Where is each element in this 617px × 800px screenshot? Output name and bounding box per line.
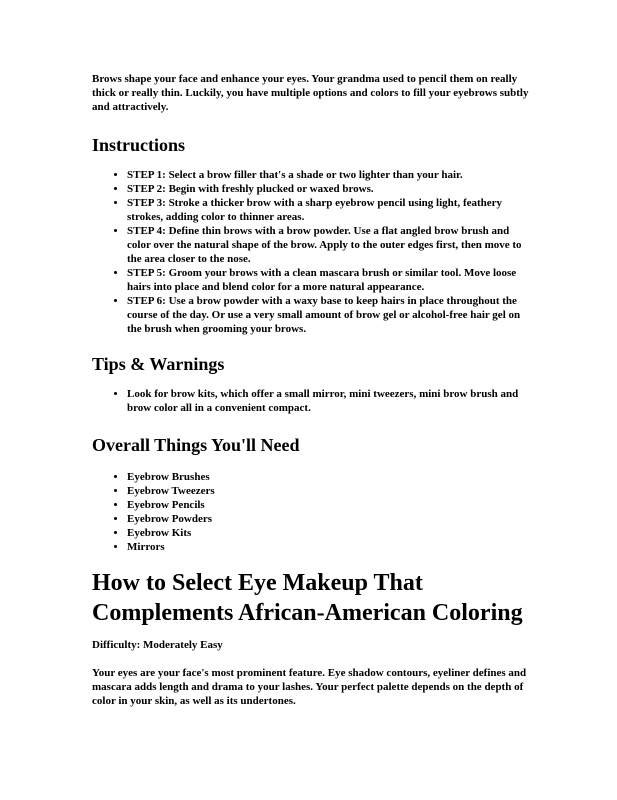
list-item: • STEP 5: Groom your brows with a clean mascara brush or similar tool. Move loose hairs into place and blend color for a more natural appearance.	[127, 266, 532, 294]
list-item: • STEP 1: Select a brow filler that's a shade or two lighter than your hair.	[127, 168, 532, 182]
list-item: • Eyebrow Tweezers	[127, 484, 532, 498]
needs-heading: Overall Things You'll Need	[92, 435, 300, 455]
list-item: • Eyebrow Pencils	[127, 498, 532, 512]
document-page	[92, 72, 532, 708]
tips-list	[92, 387, 532, 415]
difficulty-label: Difficulty: Moderately Easy	[92, 639, 223, 651]
list-item: • STEP 4: Define thin brows with a brow powder. Use a flat angled brow brush and color over the natural shape of the brow. Apply to the outer edges first, then move to the area closer to the nose.	[127, 224, 532, 266]
instructions-heading: Instructions	[92, 135, 186, 155]
needs-list	[92, 470, 532, 554]
list-item: • STEP 2: Begin with freshly plucked or waxed brows.	[127, 182, 532, 196]
intro-paragraph: Brows shape your face and enhance your eyes. Your grandma used to pencil them on really thick or really thin. Luckily, you have multiple options and colors to fill your eyebrows subtly and attractively.	[92, 73, 529, 113]
list-item: • Eyebrow Powders	[127, 512, 532, 526]
instructions-list	[92, 168, 532, 336]
list-item: • Eyebrow Kits	[127, 526, 532, 540]
list-item: • Look for brow kits, which offer a small mirror, mini tweezers, mini brow brush and brow color all in a convenient compact.	[127, 387, 532, 415]
list-item: • Eyebrow Brushes	[127, 470, 532, 484]
article-body-paragraph: Your eyes are your face's most prominent feature. Eye shadow contours, eyeliner defines and mascara adds length and drama to your lashes. Your perfect palette depends on the depth of color in your skin, as well as its undertones.	[92, 667, 527, 707]
list-item: • STEP 6: Use a brow powder with a waxy base to keep hairs in place throughout the course of the day. Or use a very small amount of brow gel or alcohol-free hair gel on the brush when grooming your brows.	[127, 294, 532, 336]
list-item: • STEP 3: Stroke a thicker brow with a sharp eyebrow pencil using light, feathery strokes, adding color to thinner areas.	[127, 196, 532, 224]
tips-heading: Tips & Warnings	[92, 354, 225, 374]
list-item: • Mirrors	[127, 540, 532, 554]
article-title: How to Select Eye Makeup That Complements African-American Coloring	[92, 570, 523, 626]
